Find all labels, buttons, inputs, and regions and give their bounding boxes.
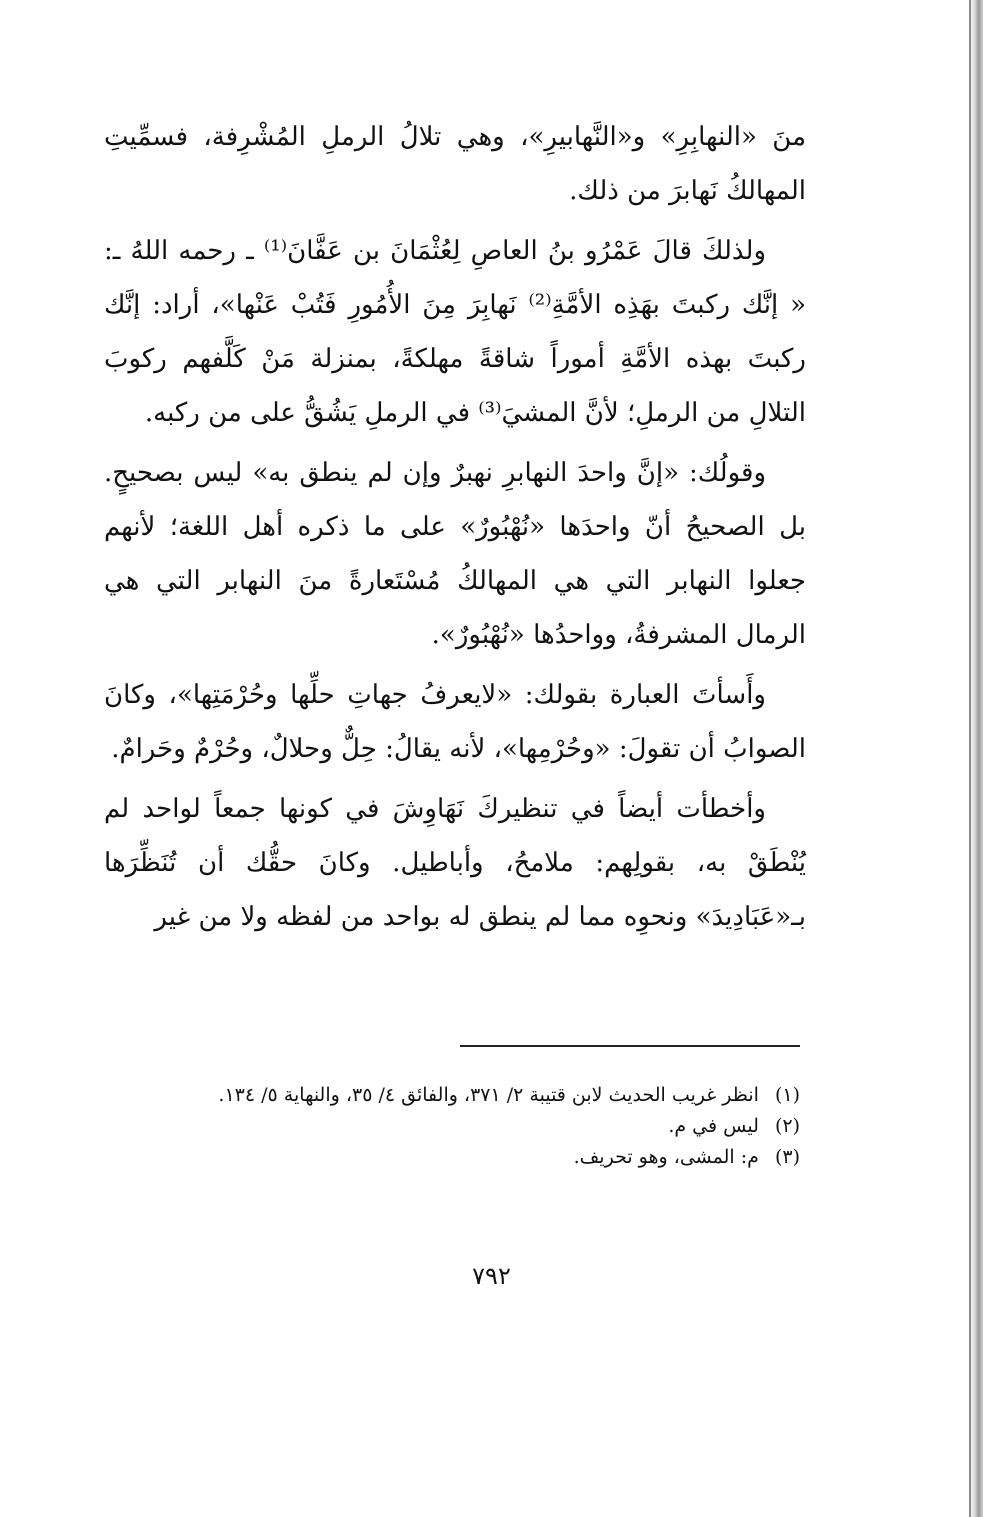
paragraph-3: وقولُك: «إنَّ واحدَ النهابرِ نهبرٌ وإن لم ينطق به» ليس بصحيحٍ. بل الصحيحُ أنّ واحدَها «نُهْبُورٌ» على ما ذكره أهل اللغة؛ لأنهم جعلوا النهابر التي هي المهالكُ مُسْتَعارةً منَ النهابر التي هي الرمال المشرفةُ، وواحدُها «نُهْبُورٌ». xyxy=(104,458,806,650)
footnote-separator xyxy=(460,1045,800,1047)
footnote-text: ليس في م. xyxy=(668,1115,759,1137)
paragraph-5: وأخطأت أيضاً في تنظيركَ نَهَاوِشَ في كونها جمعاً لواحد لم يُنْطَقْ به، بقولِهم: ملامحُ، وأباطيل. وكانَ حقُّك أن تُنَظِّرَها بـ«عَبَادِيدَ» ونحوِه مما لم ينطق له بواحد من لفظه ولا من غير xyxy=(104,794,806,932)
footnotes xyxy=(150,1080,800,1173)
page-number: ٧٩٢ xyxy=(472,1262,511,1290)
paragraph-4: وأَسأتَ العبارة بقولك: «لايعرفُ جهاتِ حلِّها وحُرْمَتِها»، وكانَ الصوابُ أن تقولَ: «وحُرْمِها»، لأنه يقالُ: حِلٌّ وحلالٌ، وحُرْمٌ وحَرامٌ. xyxy=(104,680,806,764)
paragraph-2: ولذلكَ قالَ عَمْرُو بنُ العاصِ لِعُثْمَانَ بن عَفَّانَ⁽¹⁾ ـ رحمه اللهُ ـ: « إنَّك ركبتَ بهَذِه الأمَّةِ⁽²⁾ نَهابِرَ مِنَ الأُمُورِ فَتُبْ عَنْها»، أراد: إنَّك ركبتَ بهذه الأمَّةِ أموراً شاقةً مهلكةً، بمنزلة مَنْ كَلَّفهم ركوبَ التلالِ من الرملِ؛ لأنَّ المشيَ⁽³⁾ في الرملِ يَشُقُّ على من ركبه. xyxy=(104,236,806,428)
footnote-number: (٢) xyxy=(774,1115,800,1137)
footnote-1 xyxy=(150,1080,800,1111)
main-text xyxy=(104,110,806,950)
footnote-2 xyxy=(150,1111,800,1142)
paragraph-1: منَ «النهابِرِ» و«النَّهابيرِ»، وهي تلالُ الرملِ المُشْرِفة، فسمِّيتِ المهالكُ نَهابرَ من ذلك. xyxy=(104,122,806,206)
footnote-3 xyxy=(150,1142,800,1173)
footnote-number: (١) xyxy=(774,1084,800,1106)
footnote-number: (٣) xyxy=(774,1146,800,1168)
footnote-text: انظر غريب الحديث لابن قتيبة ٢/ ٣٧١، والفائق ٤/ ٣٥، والنهاية ٥/ ١٣٤. xyxy=(218,1084,759,1106)
footnote-text: م: المشى، وهو تحريف. xyxy=(573,1146,759,1168)
